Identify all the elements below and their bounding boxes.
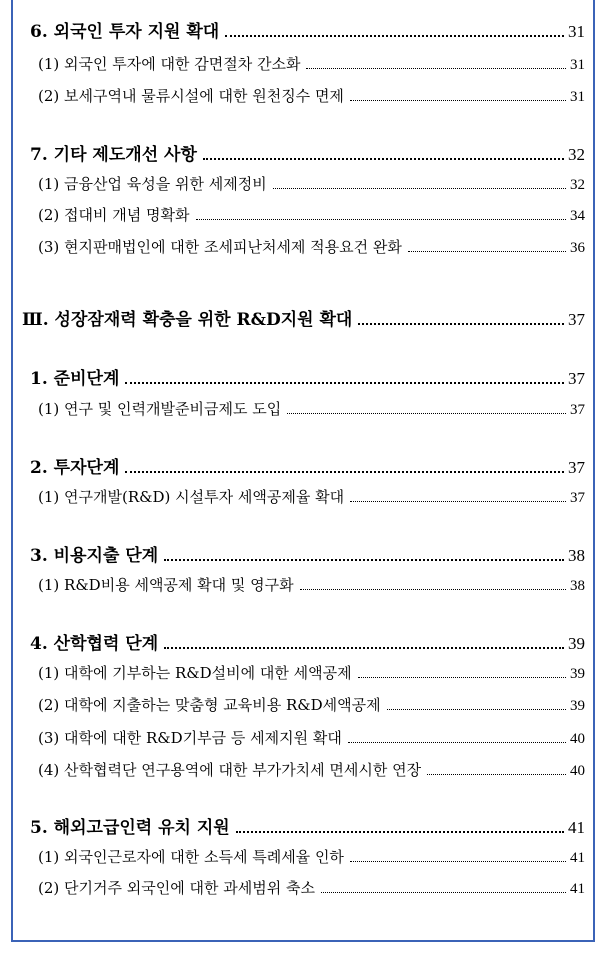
dot-leader xyxy=(203,158,564,160)
toc-entry-part-3[interactable] xyxy=(22,305,585,330)
toc-page: 41 xyxy=(570,881,585,897)
toc-title: 연구 및 인력개발준비금제도 도입 xyxy=(64,400,282,418)
toc-title: 외국인 투자에 대한 감면절차 간소화 xyxy=(64,55,301,73)
dot-leader xyxy=(164,647,564,649)
toc-title: 대학에 기부하는 R&D설비에 대한 세액공제 xyxy=(64,664,352,682)
toc-title: 단기거주 외국인에 대한 과세범위 축소 xyxy=(64,879,315,897)
toc-number: (1) xyxy=(38,55,60,73)
toc-page: 41 xyxy=(570,850,585,866)
toc-entry-section-7[interactable] xyxy=(30,140,585,165)
toc-entry-5-2[interactable] xyxy=(38,877,585,898)
toc-title: R&D비용 세액공제 확대 및 영구화 xyxy=(64,576,294,594)
toc-number: (1) xyxy=(38,175,60,193)
dot-leader xyxy=(348,742,566,743)
dot-leader xyxy=(306,68,566,69)
toc-title: 현지판매법인에 대한 조세피난처세제 적용요건 완화 xyxy=(64,238,402,256)
toc-title: 외국인근로자에 대한 소득세 특례세율 인하 xyxy=(64,848,344,866)
toc-title: 대학에 지출하는 맞춤형 교육비용 R&D세액공제 xyxy=(64,696,381,714)
toc-entry-section-3[interactable] xyxy=(30,541,585,566)
toc-entry-7-1[interactable] xyxy=(38,173,585,194)
toc-number: (3) xyxy=(38,238,60,256)
toc-number: (4) xyxy=(38,761,60,779)
toc-entry-1-1[interactable] xyxy=(38,398,585,419)
toc-entry-4-4[interactable] xyxy=(38,759,585,780)
toc-entry-section-6[interactable] xyxy=(30,17,585,42)
dot-leader xyxy=(125,471,564,473)
dot-leader xyxy=(358,677,566,678)
toc-entry-2-1[interactable] xyxy=(38,486,585,507)
toc-title: 보세구역내 물류시설에 대한 원천징수 면제 xyxy=(64,87,344,105)
toc-title: 해외고급인력 유치 지원 xyxy=(53,818,230,838)
toc-number: 2. xyxy=(30,458,48,478)
toc-page: 37 xyxy=(570,402,585,418)
toc-number: 5. xyxy=(30,818,48,838)
toc-page: 32 xyxy=(570,177,585,193)
toc-title: 기타 제도개선 사항 xyxy=(53,145,197,165)
dot-leader xyxy=(350,100,566,101)
toc-page: 36 xyxy=(570,240,585,256)
toc-title: 연구개발(R&D) 시설투자 세액공제율 확대 xyxy=(64,488,345,506)
toc-number: (1) xyxy=(38,400,60,418)
toc-title: 준비단계 xyxy=(53,369,120,389)
toc-entry-5-1[interactable] xyxy=(38,846,585,867)
toc-page: 32 xyxy=(568,145,585,164)
dot-leader xyxy=(287,413,566,414)
toc-entry-7-2[interactable] xyxy=(38,204,585,225)
toc-number: (1) xyxy=(38,848,60,866)
toc-number: 1. xyxy=(30,369,48,389)
toc-number: 6. xyxy=(30,22,48,42)
dot-leader xyxy=(427,774,566,775)
toc-entry-4-1[interactable] xyxy=(38,662,585,683)
toc-page: 31 xyxy=(568,22,585,41)
toc-entry-4-3[interactable] xyxy=(38,727,585,748)
dot-leader xyxy=(321,892,566,893)
dot-leader xyxy=(125,382,564,384)
toc-number: Ⅲ. xyxy=(22,310,49,330)
toc-number: 4. xyxy=(30,634,48,654)
dot-leader xyxy=(225,35,564,37)
dot-leader xyxy=(358,323,564,325)
toc-page: 38 xyxy=(568,546,585,565)
toc-page: 31 xyxy=(570,57,585,73)
toc-entry-section-2[interactable] xyxy=(30,453,585,478)
dot-leader xyxy=(387,709,566,710)
toc-entry-section-1[interactable] xyxy=(30,364,585,389)
dot-leader xyxy=(273,188,566,189)
toc-title: 투자단계 xyxy=(53,458,120,478)
toc-number: 3. xyxy=(30,546,48,566)
toc-entry-4-2[interactable] xyxy=(38,694,585,715)
dot-leader xyxy=(196,219,567,220)
toc-title: 접대비 개념 명확화 xyxy=(64,206,190,224)
toc-number: (1) xyxy=(38,664,60,682)
dot-leader xyxy=(350,861,566,862)
toc-page: 37 xyxy=(568,458,585,477)
toc-page: 39 xyxy=(570,666,585,682)
toc-page: 34 xyxy=(570,208,585,224)
toc-page: 37 xyxy=(568,310,585,329)
toc-page: 38 xyxy=(570,578,585,594)
toc-title: 대학에 대한 R&D기부금 등 세제지원 확대 xyxy=(64,729,342,747)
toc-page: 41 xyxy=(568,818,585,837)
dot-leader xyxy=(350,501,566,502)
toc-title: 산학협력 단계 xyxy=(53,634,159,654)
toc-entry-7-3[interactable] xyxy=(38,236,585,257)
toc-page: 31 xyxy=(570,89,585,105)
toc-number: (2) xyxy=(38,87,60,105)
toc-page: 37 xyxy=(570,490,585,506)
toc-entry-6-2[interactable] xyxy=(38,85,585,106)
dot-leader xyxy=(300,589,566,590)
toc-title: 외국인 투자 지원 확대 xyxy=(53,22,220,42)
toc-entry-6-1[interactable] xyxy=(38,53,585,74)
toc-number: (2) xyxy=(38,206,60,224)
dot-leader xyxy=(164,559,564,561)
toc-entry-section-4[interactable] xyxy=(30,629,585,654)
toc-title: 금융산업 육성을 위한 세제정비 xyxy=(64,175,267,193)
toc-page: 39 xyxy=(568,634,585,653)
toc-number: (2) xyxy=(38,879,60,897)
toc-page: 40 xyxy=(570,763,585,779)
toc-number: (1) xyxy=(38,576,60,594)
toc-entry-section-5[interactable] xyxy=(30,813,585,838)
toc-entry-3-1[interactable] xyxy=(38,574,585,595)
toc-title: 성장잠재력 확충을 위한 R&D지원 확대 xyxy=(54,310,353,330)
toc-page: 37 xyxy=(568,369,585,388)
toc-number: 7. xyxy=(30,145,48,165)
toc-title: 비용지출 단계 xyxy=(53,546,159,566)
dot-leader xyxy=(236,831,564,833)
toc-page: 40 xyxy=(570,731,585,747)
toc-page: 39 xyxy=(570,698,585,714)
dot-leader xyxy=(408,251,566,252)
toc-number: (2) xyxy=(38,696,60,714)
toc-number: (3) xyxy=(38,729,60,747)
toc-number: (1) xyxy=(38,488,60,506)
toc-title: 산학협력단 연구용역에 대한 부가가치세 면세시한 연장 xyxy=(64,761,422,779)
